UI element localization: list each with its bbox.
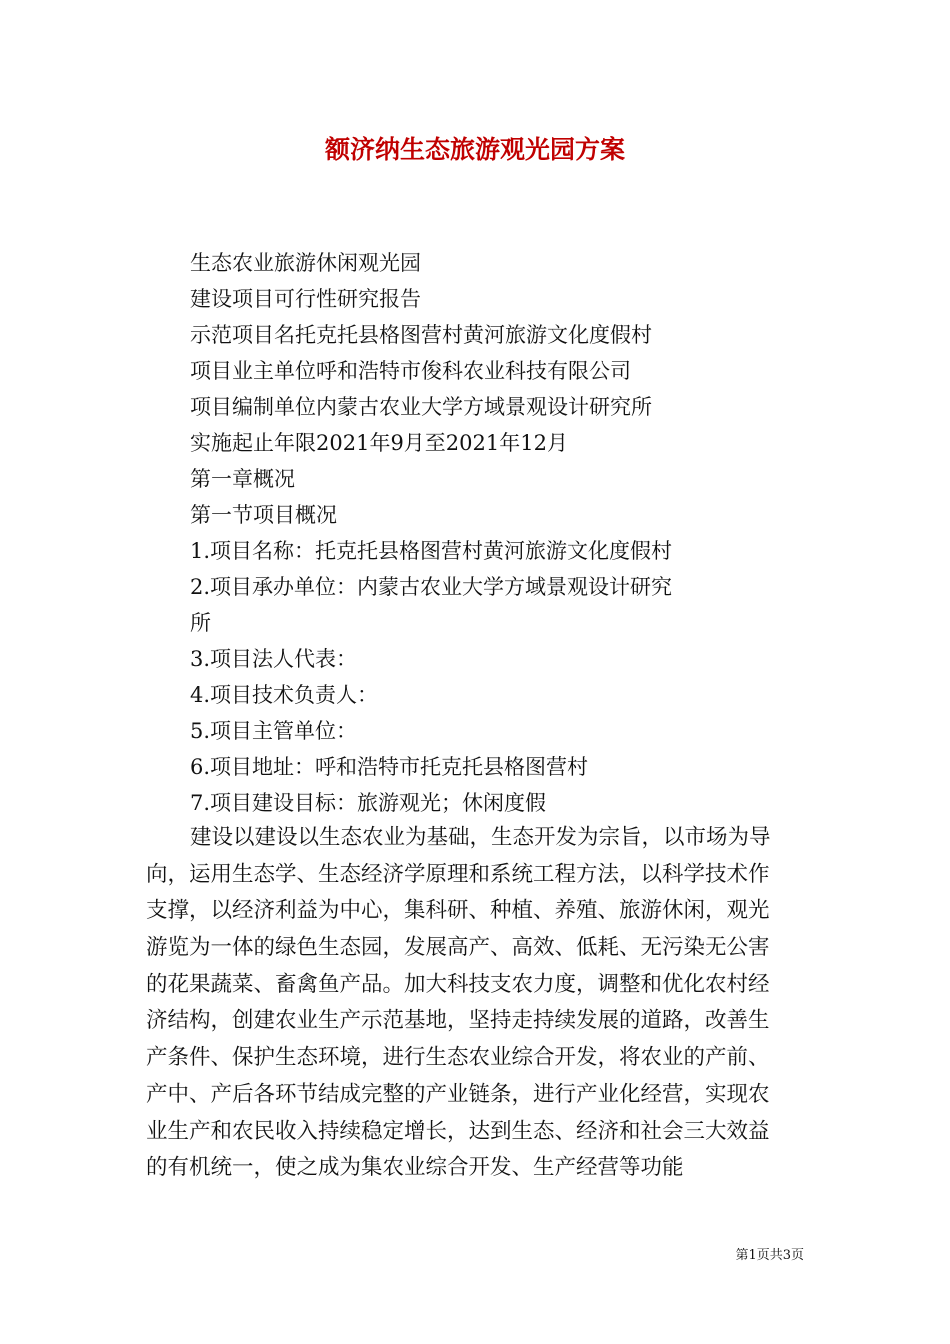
header-line: 实施起止年限2021年9月至2021年12月 [190, 431, 568, 455]
header-line: 项目编制单位内蒙古农业大学方域景观设计研究所 [190, 395, 652, 419]
list-item: 7.项目建设目标：旅游观光；休闲度假 [190, 791, 547, 815]
list-item: 1.项目名称：托克托县格图营村黄河旅游文化度假村 [190, 539, 673, 563]
header-line: 生态农业旅游休闲观光园 [190, 251, 421, 275]
list-item: 2.项目承办单位：内蒙古农业大学方域景观设计研究 [190, 575, 673, 599]
paragraph-line: 济结构，创建农业生产示范基地，坚持走持续发展的道路，改善生 [146, 1008, 770, 1034]
paragraph-line: 游览为一体的绿色生态园，发展高产、高效、低耗、无污染无公害 [146, 935, 770, 961]
paragraph-line: 支撑，以经济利益为中心，集科研、种植、养殖、旅游休闲，观光 [146, 898, 770, 924]
list-item: 5.项目主管单位： [190, 719, 358, 743]
paragraph-line: 产条件、保护生态环境，进行生态农业综合开发，将农业的产前、 [146, 1045, 770, 1071]
section-heading: 第一节项目概况 [190, 503, 337, 527]
list-item-continuation: 所 [190, 611, 211, 635]
paragraph-line: 业生产和农民收入持续稳定增长，达到生态、经济和社会三大效益 [146, 1118, 770, 1144]
header-line: 项目业主单位呼和浩特市俊科农业科技有限公司 [190, 359, 631, 383]
paragraph-line: 产中、产后各环节结成完整的产业链条，进行产业化经营，实现农 [146, 1081, 770, 1107]
header-line: 建设项目可行性研究报告 [190, 287, 421, 311]
paragraph-line: 的有机统一，使之成为集农业综合开发、生产经营等功能 [146, 1155, 684, 1181]
page-number-footer: 第1页共3页 [735, 1248, 804, 1263]
paragraph-line: 向，运用生态学、生态经济学原理和系统工程方法，以科学技术作 [146, 861, 770, 887]
chapter-heading: 第一章概况 [190, 467, 295, 491]
paragraph-line: 建设以建设以生态农业为基础，生态开发为宗旨，以市场为导 [190, 825, 771, 850]
list-item: 3.项目法人代表： [190, 647, 358, 671]
list-item: 6.项目地址：呼和浩特市托克托县格图营村 [190, 755, 589, 779]
paragraph-line: 的花果蔬菜、畜禽鱼产品。加大科技支农力度，调整和优化农村经 [146, 971, 770, 997]
list-item: 4.项目技术负责人： [190, 683, 379, 707]
header-line: 示范项目名托克托县格图营村黄河旅游文化度假村 [190, 323, 652, 347]
page-title: 额济纳生态旅游观光园方案 [324, 135, 625, 164]
body-paragraph [146, 820, 814, 1187]
